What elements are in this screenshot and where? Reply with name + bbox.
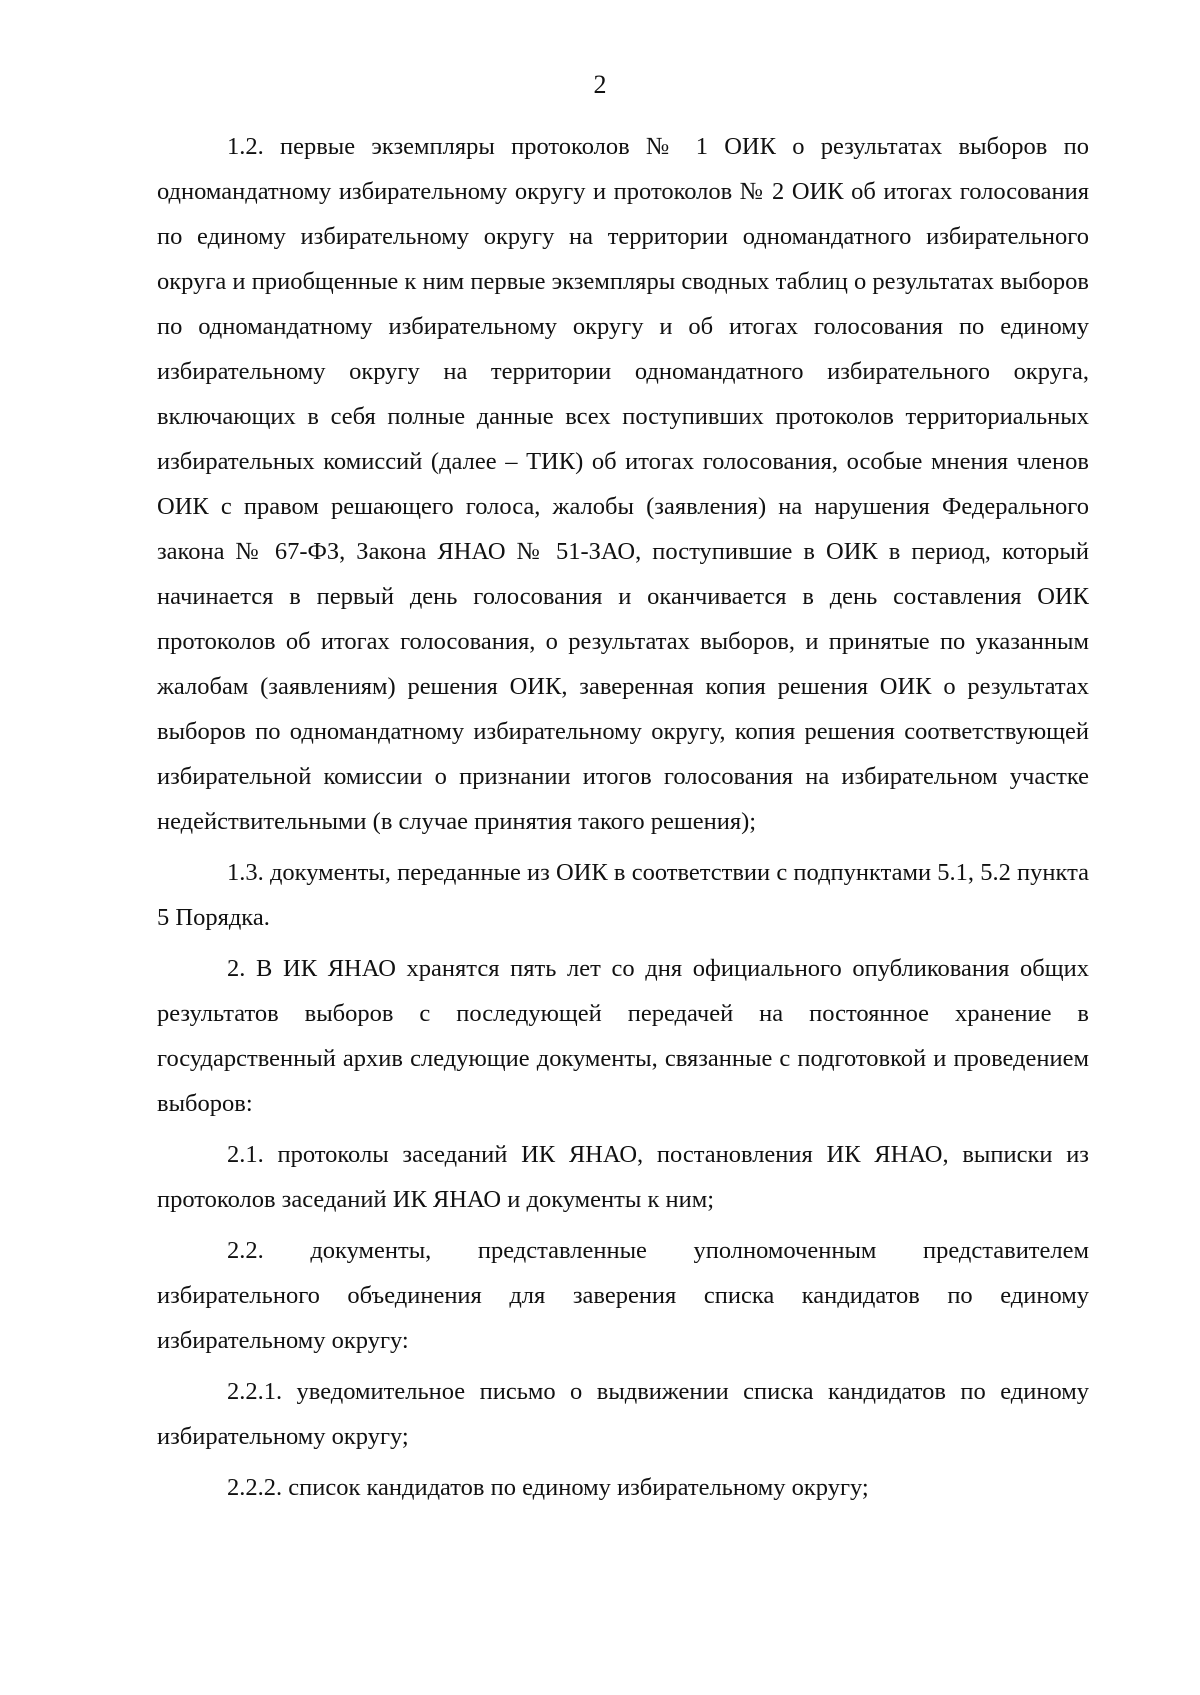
paragraph-2-2: 2.2. документы, представленные уполномоченным представителем избирательного объединения для заверения списка кандидатов по единому избирательному округу: [157,1237,1089,1354]
paragraph-2: 2. В ИК ЯНАО хранятся пять лет со дня официального опубликования общих результатов выборов с последующей передачей на постоянное хранение в государственный архив следующие документы, связанные с подготовкой и проведением выборов: [157,955,1089,1117]
paragraph-2-2-2: 2.2.2. список кандидатов по единому избирательному округу; [227,1474,869,1501]
document-body [157,124,1089,1516]
paragraph-2-2-1: 2.2.1. уведомительное письмо о выдвижении списка кандидатов по единому избирательному округу; [157,1378,1089,1450]
page-number: 2 [593,70,607,99]
paragraph-1-2: 1.2. первые экземпляры протоколов № 1 ОИК о результатах выборов по одномандатному избирательному округу и протоколов № 2 ОИК об итогах голосования по единому избирательному округу на территории одномандатного избирательного округа и приобщенные к ним первые экземпляры сводных таблиц о результатах выборов по одномандатному избирательному округу и об итогах голосования по единому избирательному округу на территории одномандатного избирательного округа, включающих в себя полные данные всех поступивших протоколов территориальных избирательных комиссий (далее – ТИК) об итогах голосования, особые мнения членов ОИК с правом решающего голоса, жалобы (заявления) на нарушения Федерального закона № 67-ФЗ, Закона ЯНАО № 51-ЗАО, поступившие в ОИК в период, который начинается в первый день голосования и оканчивается в день составления ОИК протоколов об итогах голосования, о результатах выборов, и принятые по указанным жалобам (заявлениям) решения ОИК, заверенная копия решения ОИК о результатах выборов по одномандатному избирательному округу, копия решения соответствующей избирательной комиссии о признании итогов голосования на избирательном участке недействительными (в случае принятия такого решения); [157,133,1089,835]
paragraph-1-3: 1.3. документы, переданные из ОИК в соответствии с подпунктами 5.1, 5.2 пункта 5 Порядка. [157,859,1089,931]
paragraph-2-1: 2.1. протоколы заседаний ИК ЯНАО, постановления ИК ЯНАО, выписки из протоколов заседаний ИК ЯНАО и документы к ним; [157,1141,1089,1213]
